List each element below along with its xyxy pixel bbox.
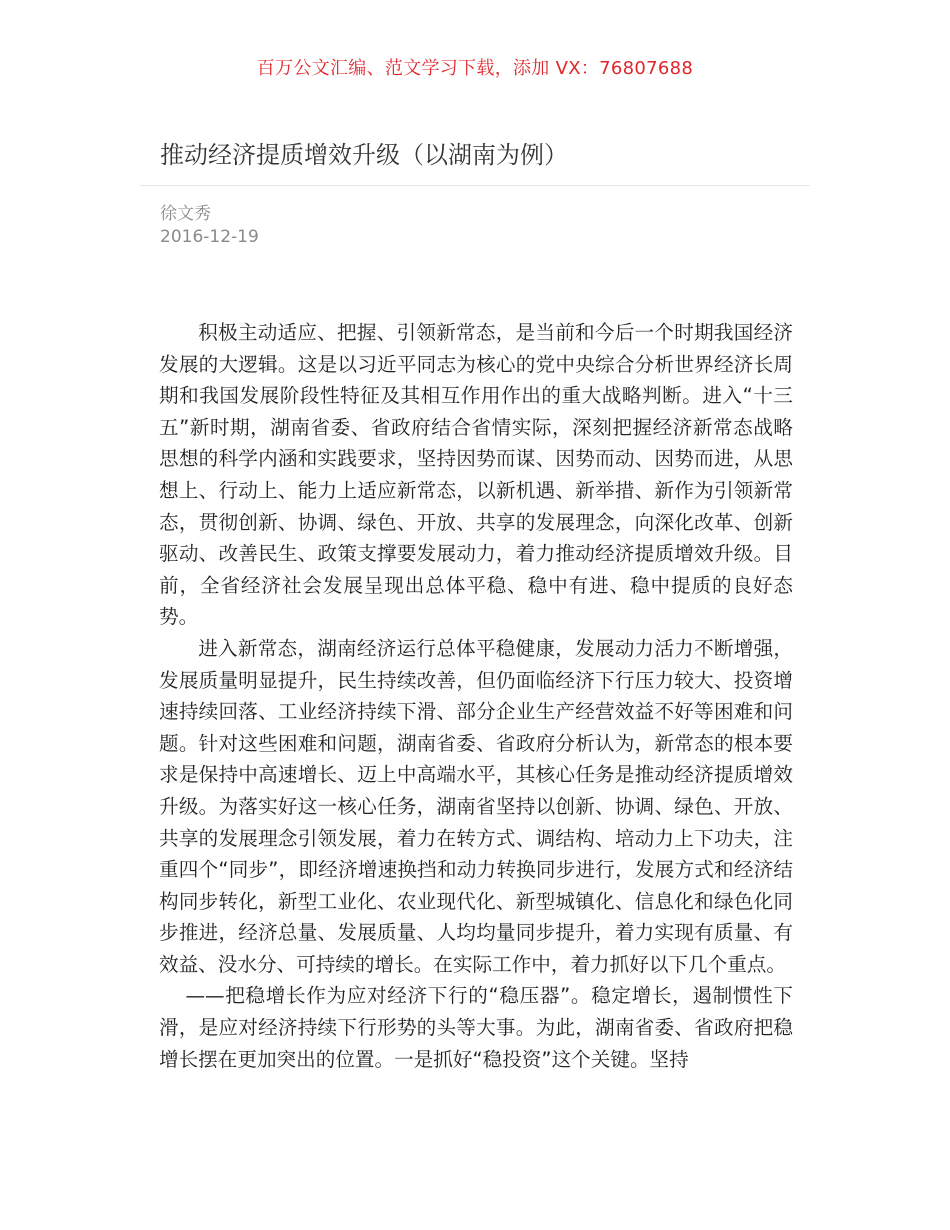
article-author: 徐文秀	[160, 204, 211, 224]
title-divider	[140, 185, 810, 186]
promo-banner: 百万公文汇编、范文学习下载，添加 VX：76807688	[256, 58, 694, 79]
article-body	[159, 317, 793, 1075]
article-meta	[160, 203, 259, 249]
paragraph-1: 积极主动适应、把握、引领新常态，是当前和今后一个时期我国经济发展的大逻辑。这是以习近平同志为核心的党中央综合分析世界经济长周期和我国发展阶段性特征及其相互作用作出的重大战略判断。进入“十三五”新时期，湖南省委、省政府结合省情实际，深刻把握经济新常态战略思想的科学内涵和实践要求，坚持因势而谋、因势而动、因势而进，从思想上、行动上、能力上适应新常态，以新机遇、新举措、新作为引领新常态，贯彻创新、协调、绿色、开放、共享的发展理念，向深化改革、创新驱动、改善民生、政策支撑要发展动力，着力推动经济提质增效升级。目前，全省经济社会发展呈现出总体平稳、稳中有进、稳中提质的良好态势。	[159, 321, 793, 629]
paragraph-3: ——把稳增长作为应对经济下行的“稳压器”。稳定增长，遏制惯性下滑，是应对经济持续下行形势的头等大事。为此，湖南省委、省政府把稳增长摆在更加突出的位置。一是抓好“稳投资”这个关键。坚持	[159, 984, 793, 1071]
article-date: 2016-12-19	[160, 227, 259, 247]
paragraph-2: 进入新常态，湖南经济运行总体平稳健康，发展动力活力不断增强，发展质量明显提升，民生持续改善，但仍面临经济下行压力较大、投资增速持续回落、工业经济持续下滑、部分企业生产经营效益不好等困难和问题。针对这些困难和问题，湖南省委、省政府分析认为，新常态的根本要求是保持中高速增长、迈上中高端水平，其核心任务是推动经济提质增效升级。为落实好这一核心任务，湖南省坚持以创新、协调、绿色、开放、共享的发展理念引领发展，着力在转方式、调结构、培动力上下功夫，注重四个“同步”，即经济增速换挡和动力转换同步进行，发展方式和经济结构同步转化，新型工业化、农业现代化、新型城镇化、信息化和绿色化同步推进，经济总量、发展质量、人均均量同步提升，着力实现有质量、有效益、没水分、可持续的增长。在实际工作中，着力抓好以下几个重点。	[159, 636, 793, 976]
article-title: 推动经济提质增效升级（以湖南为例）	[160, 141, 568, 169]
